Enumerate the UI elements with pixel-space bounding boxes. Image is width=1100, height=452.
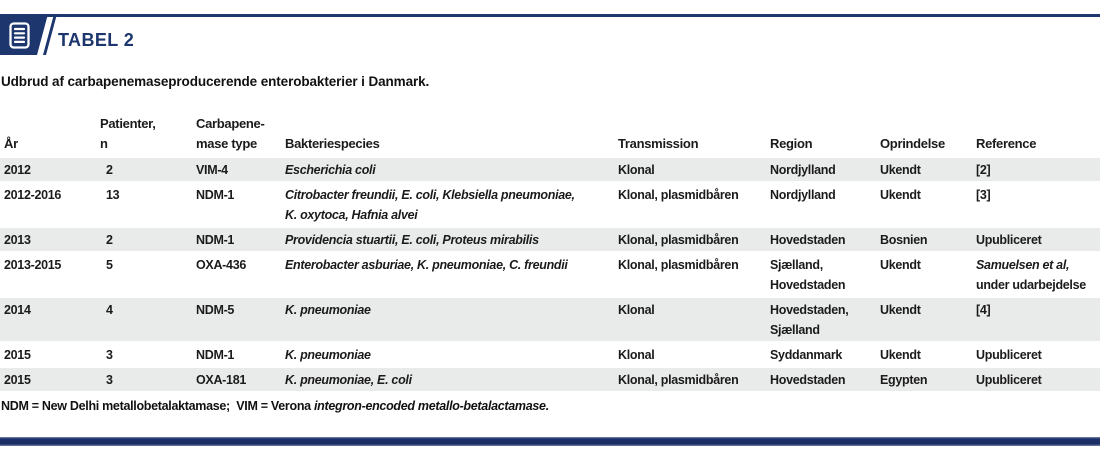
cell-region: Sjælland, Hovedstaden	[770, 258, 846, 292]
cell-reference: Samuelsen et al, under udarbejdelse	[976, 258, 1086, 292]
table-body	[0, 158, 1100, 393]
cell-transmission: Klonal	[618, 348, 655, 362]
cell-carbapenemase: OXA-436	[196, 258, 247, 272]
cell-origin: Ukendt	[880, 258, 921, 272]
cell-origin: Ukendt	[880, 188, 921, 202]
cell-region: Nordjylland	[770, 188, 836, 202]
cell-carbapenemase: NDM-1	[196, 233, 235, 247]
table-header-row	[0, 108, 1100, 158]
cell-origin: Bosnien	[880, 233, 928, 247]
cell-carbapenemase: NDM-5	[196, 303, 235, 317]
footnote-run: NDM = New Delhi metallobetalaktamase; VIM = Verona	[1, 399, 314, 413]
cell-species: K. pneumoniae	[285, 303, 371, 317]
cell-species: Enterobacter asburiae, K. pneumoniae, C. freundii	[285, 258, 568, 272]
table-footnote	[1, 399, 549, 413]
cell-transmission: Klonal, plasmidbåren	[618, 233, 739, 247]
cell-year: 2012-2016	[4, 188, 62, 202]
header-cell-reference: Reference	[976, 136, 1037, 151]
cell-reference: Upubliceret	[976, 373, 1042, 387]
cell-year: 2012	[4, 163, 31, 177]
table-row	[0, 228, 1100, 253]
header-cell-year: År	[4, 136, 18, 151]
cell-year: 2015	[4, 348, 31, 362]
table-row	[0, 253, 1100, 298]
header-cell-carbapenemase: Carbapene- mase type	[196, 116, 265, 151]
cell-species: Citrobacter freundii, E. coli, Klebsiella pneumoniae, K. oxytoca, Hafnia alvei	[285, 188, 575, 222]
cell-transmission: Klonal, plasmidbåren	[618, 258, 739, 272]
header-cell-transmission: Transmission	[618, 136, 699, 151]
cell-region: Hovedstaden, Sjælland	[770, 303, 849, 337]
table-row	[0, 183, 1100, 228]
cell-patients: 3	[106, 348, 113, 362]
footnote-italic-run: integron-encoded metallo-betalactamase.	[313, 399, 549, 413]
cell-patients: 2	[106, 233, 113, 247]
cell-origin: Ukendt	[880, 163, 921, 177]
cell-carbapenemase: NDM-1	[196, 188, 235, 202]
table-row	[0, 368, 1100, 393]
cell-reference: [2]	[976, 163, 991, 177]
cell-year: 2014	[4, 303, 31, 317]
cell-patients: 4	[106, 303, 113, 317]
header-cell-origin: Oprindelse	[880, 136, 945, 151]
cell-region: Syddanmark	[770, 348, 843, 362]
cell-transmission: Klonal	[618, 163, 655, 177]
outbreak-table	[0, 108, 1100, 393]
badge-flag-shape	[0, 14, 48, 55]
cell-origin: Ukendt	[880, 348, 921, 362]
cell-reference: Upubliceret	[976, 233, 1042, 247]
header-cell-species: Bakteriespecies	[285, 136, 380, 151]
cell-carbapenemase: NDM-1	[196, 348, 235, 362]
cell-region: Hovedstaden	[770, 373, 846, 387]
cell-species: Escherichia coli	[285, 163, 376, 177]
cell-origin: Ukendt	[880, 303, 921, 317]
cell-species: K. pneumoniae, E. coli	[285, 373, 412, 387]
cell-reference: [3]	[976, 188, 991, 202]
table-badge-label: TABEL 2	[58, 30, 135, 50]
cell-reference: Upubliceret	[976, 348, 1042, 362]
cell-region: Nordjylland	[770, 163, 836, 177]
bottom-rule	[0, 437, 1100, 446]
header-cell-region: Region	[770, 136, 813, 151]
cell-patients: 5	[106, 258, 113, 272]
header-cell-patients: Patienter, n	[100, 116, 156, 151]
cell-transmission: Klonal, plasmidbåren	[618, 373, 739, 387]
cell-patients: 3	[106, 373, 113, 387]
cell-carbapenemase: VIM-4	[196, 163, 228, 177]
cell-carbapenemase: OXA-181	[196, 373, 247, 387]
cell-patients: 2	[106, 163, 113, 177]
cell-year: 2013-2015	[4, 258, 62, 272]
top-rule	[0, 14, 1100, 17]
cell-reference: [4]	[976, 303, 991, 317]
cell-transmission: Klonal, plasmidbåren	[618, 188, 739, 202]
table-row	[0, 158, 1100, 183]
cell-year: 2013	[4, 233, 31, 247]
cell-origin: Egypten	[880, 373, 928, 387]
cell-species: Providencia stuartii, E. coli, Proteus mirabilis	[285, 233, 539, 247]
cell-region: Hovedstaden	[770, 233, 846, 247]
cell-patients: 13	[106, 188, 120, 202]
cell-species: K. pneumoniae	[285, 348, 371, 362]
cell-transmission: Klonal	[618, 303, 655, 317]
table-title: Udbrud af carbapenemaseproducerende enterobakterier i Danmark.	[1, 74, 430, 89]
table-row	[0, 298, 1100, 343]
table-row	[0, 343, 1100, 368]
cell-year: 2015	[4, 373, 31, 387]
